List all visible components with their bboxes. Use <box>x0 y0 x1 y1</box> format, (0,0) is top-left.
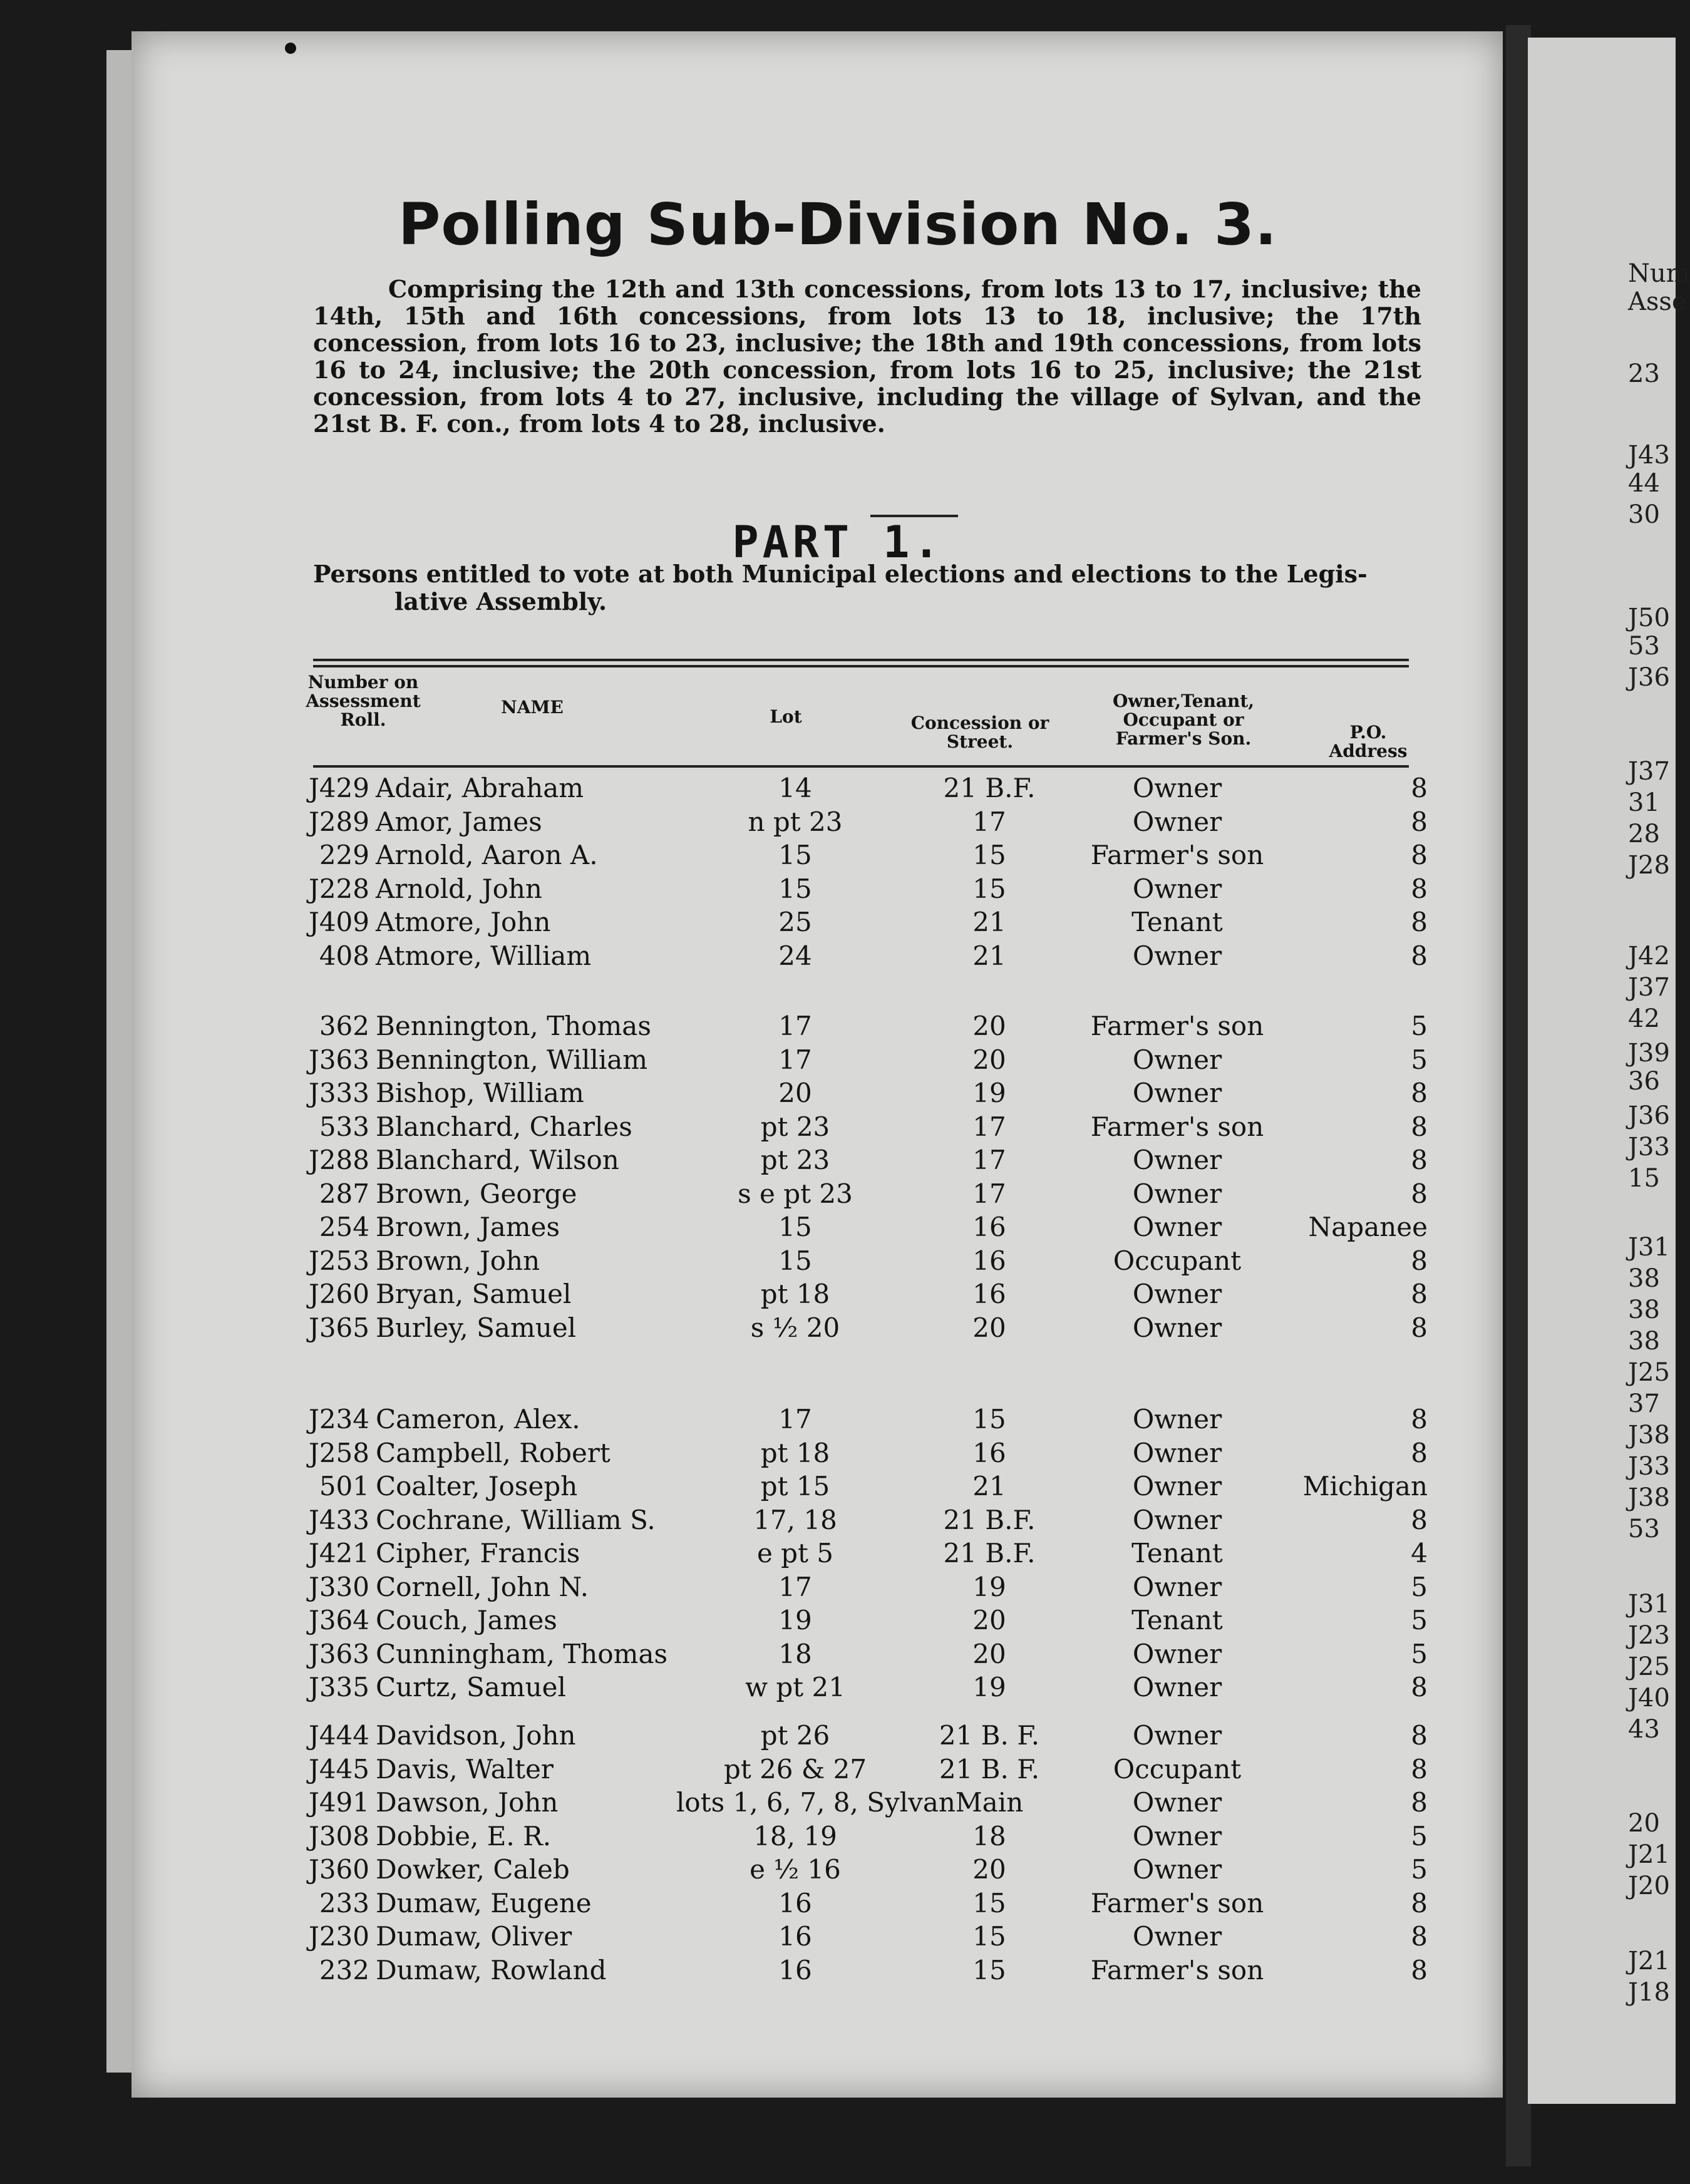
owner-status: Owner <box>1132 1787 1222 1818</box>
owner-status: Farmer's son <box>1090 840 1264 870</box>
lot-value: lots 1, 6, 7, 8, Sylvan <box>676 1787 956 1818</box>
facing-page-fragment: J33 <box>1628 1133 1670 1162</box>
voter-name: Bennington, William <box>376 1044 648 1075</box>
facing-page-fragment: J36 <box>1628 663 1670 692</box>
concession-value: 19 <box>972 1571 1006 1602</box>
facing-page-fragment: 31 <box>1628 788 1660 817</box>
lot-value: 17 <box>778 1404 812 1435</box>
owner-status: Owner <box>1132 1178 1222 1209</box>
voter-name: Coalter, Joseph <box>376 1471 578 1502</box>
header-owner: Owner,Tenant, Occupant or Farmer's Son. <box>1112 691 1255 749</box>
owner-status: Owner <box>1132 1279 1222 1309</box>
table-row <box>0 1920 1503 1954</box>
table-row <box>0 1719 1503 1753</box>
facing-page-fragment: Num <box>1628 259 1690 288</box>
concession-value: 20 <box>972 1605 1006 1635</box>
roll-number: J230 <box>308 1921 369 1952</box>
voter-name: Cunningham, Thomas <box>376 1638 668 1669</box>
po-address: 8 <box>1411 1404 1428 1435</box>
facing-page-fragment: 28 <box>1628 820 1660 848</box>
facing-page-fragment: 20 <box>1628 1809 1660 1838</box>
concession-value: 16 <box>972 1245 1006 1276</box>
roll-number: J444 <box>308 1720 369 1751</box>
voter-name: Cipher, Francis <box>376 1538 580 1568</box>
concession-value: 15 <box>972 873 1006 904</box>
roll-number: J491 <box>308 1787 369 1818</box>
voter-name: Burley, Samuel <box>376 1312 577 1343</box>
owner-status: Occupant <box>1113 1753 1242 1785</box>
table-row <box>0 1009 1503 1043</box>
voter-name: Davidson, John <box>376 1720 576 1751</box>
intro-paragraph: Comprising the 12th and 13th concessions, from lots 13 to 17, inclusive; the 14th, 15th and 16th concessions, from lots 13 to 18, inclusive; the 17th concession, from lots 16 to 23, inclusive; the 18th and 19th concessions, from lots 16 to 24, inclusive; the 20th concession, from lots 16 to 25, inclusive; the 21st concession, from lots 4 to 27, inclusive, including the village of Sylvan, and the 21st B. F. con., from lots 4 to 28, inclusive. <box>313 275 1421 438</box>
owner-status: Tenant <box>1131 1538 1223 1568</box>
table-row <box>0 1820 1503 1853</box>
lot-value: pt 18 <box>760 1279 830 1309</box>
po-address: 8 <box>1411 840 1428 870</box>
lot-value: 16 <box>778 1887 812 1919</box>
facing-page-fragment: J43 <box>1628 441 1670 470</box>
owner-status: Owner <box>1132 1921 1222 1952</box>
owner-status: Farmer's son <box>1090 1011 1264 1041</box>
facing-page-fragment: J23 <box>1628 1621 1670 1650</box>
facing-page-fragment: 37 <box>1628 1389 1660 1418</box>
table-row <box>0 1671 1503 1704</box>
table-row <box>0 872 1503 906</box>
po-address: 5 <box>1411 1605 1428 1635</box>
owner-status: Owner <box>1132 1720 1222 1751</box>
facing-page-fragment: 53 <box>1628 1515 1660 1543</box>
voter-name: Cochrane, William S. <box>376 1504 656 1535</box>
table-row <box>0 1637 1503 1671</box>
concession-value: 21 <box>972 907 1006 937</box>
roll-number: 233 <box>319 1887 369 1919</box>
facing-page-fragment: 43 <box>1628 1715 1660 1744</box>
table-row <box>0 1076 1503 1110</box>
table-row <box>0 1853 1503 1887</box>
roll-number: J308 <box>308 1820 369 1852</box>
owner-status: Owner <box>1132 1212 1222 1242</box>
lot-value: 16 <box>778 1921 812 1952</box>
facing-page-fragment: J50 <box>1628 604 1670 632</box>
po-address: 8 <box>1411 1504 1428 1535</box>
owner-status: Owner <box>1132 1078 1222 1108</box>
owner-status: Farmer's son <box>1090 1111 1264 1142</box>
roll-number: J409 <box>308 907 369 937</box>
voter-name: Arnold, Aaron A. <box>376 840 598 870</box>
voter-name: Davis, Walter <box>376 1753 554 1785</box>
owner-status: Owner <box>1132 1672 1222 1702</box>
roll-number: J335 <box>308 1672 369 1702</box>
po-address: Michigan <box>1302 1471 1428 1502</box>
facing-page-fragment: J31 <box>1628 1590 1670 1619</box>
owner-status: Owner <box>1132 1044 1222 1075</box>
header-roll: Number on Assessment Roll. <box>306 672 421 730</box>
concession-value: 15 <box>972 1887 1006 1919</box>
concession-value: 20 <box>972 1854 1006 1885</box>
concession-value: 21 B.F. <box>943 773 1036 803</box>
voter-name: Dawson, John <box>376 1787 559 1818</box>
owner-status: Owner <box>1132 940 1222 971</box>
table-row <box>0 1436 1503 1470</box>
facing-page-fragment: J28 <box>1628 851 1670 880</box>
roll-number: 232 <box>319 1954 369 1986</box>
po-address: 8 <box>1411 940 1428 971</box>
concession-value: 15 <box>972 1404 1006 1435</box>
roll-number: 362 <box>319 1011 369 1041</box>
owner-status: Owner <box>1132 1571 1222 1602</box>
facing-page-fragment: 44 <box>1628 469 1660 498</box>
table-row <box>0 1177 1503 1211</box>
facing-page-fragment: 38 <box>1628 1295 1660 1324</box>
voter-name: Brown, James <box>376 1212 560 1242</box>
facing-page-fragment: Asse <box>1628 287 1687 316</box>
po-address: 5 <box>1411 1011 1428 1041</box>
facing-page-fragment: 53 <box>1628 632 1660 661</box>
lot-value: pt 26 <box>760 1720 830 1751</box>
concession-value: 20 <box>972 1638 1006 1669</box>
concession-value: Main <box>955 1787 1024 1818</box>
facing-page-fragment: J25 <box>1628 1358 1670 1387</box>
lot-value: pt 23 <box>760 1145 830 1175</box>
owner-status: Owner <box>1132 1404 1222 1435</box>
voter-name: Bishop, William <box>376 1078 584 1108</box>
owner-status: Owner <box>1132 1312 1222 1343</box>
concession-value: 21 <box>972 1471 1006 1502</box>
po-address: 8 <box>1411 1954 1428 1986</box>
ink-dot <box>285 43 296 54</box>
voter-name: Cornell, John N. <box>376 1571 589 1602</box>
facing-page-fragment: 36 <box>1628 1067 1660 1096</box>
voter-name: Dobbie, E. R. <box>376 1820 552 1852</box>
voter-name: Dowker, Caleb <box>376 1854 570 1885</box>
po-address: 8 <box>1411 907 1428 937</box>
table-row <box>0 1143 1503 1177</box>
owner-status: Owner <box>1132 1638 1222 1669</box>
lot-value: s ½ 20 <box>750 1312 840 1343</box>
lot-value: 15 <box>778 840 812 870</box>
concession-value: 19 <box>972 1078 1006 1108</box>
owner-status: Owner <box>1132 1145 1222 1175</box>
table-top-rule-2 <box>313 665 1409 667</box>
facing-page-fragment: J21 <box>1628 1840 1670 1869</box>
po-address: 5 <box>1411 1820 1428 1852</box>
po-address: 8 <box>1411 1312 1428 1343</box>
roll-number: 287 <box>319 1178 369 1209</box>
voter-name: Blanchard, Charles <box>376 1111 632 1142</box>
book-gutter <box>1506 25 1531 2166</box>
owner-status: Owner <box>1132 1820 1222 1852</box>
lot-value: 25 <box>778 907 812 937</box>
facing-page-fragment: J31 <box>1628 1233 1670 1262</box>
po-address: 8 <box>1411 1279 1428 1309</box>
roll-number: J363 <box>308 1638 369 1669</box>
table-row <box>0 1954 1503 1987</box>
concession-value: 21 B.F. <box>943 1538 1036 1568</box>
table-row <box>0 1043 1503 1077</box>
roll-number: 501 <box>319 1471 369 1502</box>
facing-page-fragment: J20 <box>1628 1872 1670 1900</box>
voter-name: Adair, Abraham <box>376 773 584 803</box>
table-row <box>0 1277 1503 1311</box>
po-address: 8 <box>1411 806 1428 837</box>
roll-number: J234 <box>308 1404 369 1435</box>
facing-page-fragment: J37 <box>1628 973 1670 1002</box>
facing-page-fragment: J21 <box>1628 1947 1670 1975</box>
owner-status: Farmer's son <box>1090 1954 1264 1986</box>
table-row <box>0 1753 1503 1786</box>
po-address: 8 <box>1411 1672 1428 1702</box>
roll-number: J364 <box>308 1605 369 1635</box>
roll-number: J360 <box>308 1854 369 1885</box>
lot-value: 14 <box>778 773 812 803</box>
concession-value: 21 <box>972 940 1006 971</box>
table-row <box>0 1403 1503 1436</box>
concession-value: 20 <box>972 1044 1006 1075</box>
lot-value: e pt 5 <box>756 1538 834 1568</box>
voter-name: Couch, James <box>376 1605 557 1635</box>
facing-page-fragment: J38 <box>1628 1421 1670 1450</box>
owner-status: Occupant <box>1113 1245 1242 1276</box>
lot-value: 15 <box>778 873 812 904</box>
owner-status: Farmer's son <box>1090 1887 1264 1919</box>
roll-number: 533 <box>319 1111 369 1142</box>
owner-status: Owner <box>1132 873 1222 904</box>
roll-number: J445 <box>308 1753 369 1785</box>
part-title: PART 1. <box>732 517 944 568</box>
roll-number: J228 <box>308 873 369 904</box>
concession-value: 19 <box>972 1672 1006 1702</box>
table-top-rule <box>313 659 1409 661</box>
roll-number: J365 <box>308 1312 369 1343</box>
lot-value: 15 <box>778 1212 812 1242</box>
concession-value: 20 <box>972 1011 1006 1041</box>
owner-status: Tenant <box>1131 1605 1223 1635</box>
concession-value: 21 B. F. <box>939 1720 1040 1751</box>
table-row <box>0 805 1503 839</box>
owner-status: Owner <box>1132 1504 1222 1535</box>
roll-number: 254 <box>319 1212 369 1242</box>
facing-page-fragment: J38 <box>1628 1483 1670 1512</box>
concession-value: 16 <box>972 1279 1006 1309</box>
po-address: 8 <box>1411 1887 1428 1919</box>
part-description <box>313 560 1421 616</box>
lot-value: s e pt 23 <box>738 1178 853 1209</box>
table-row <box>0 1244 1503 1278</box>
po-address: 8 <box>1411 773 1428 803</box>
po-address: 8 <box>1411 1437 1428 1468</box>
owner-status: Owner <box>1132 1471 1222 1502</box>
owner-status: Owner <box>1132 1437 1222 1468</box>
table-row <box>0 771 1503 805</box>
lot-value: pt 15 <box>760 1471 830 1502</box>
table-row <box>0 1786 1503 1820</box>
lot-value: 17 <box>778 1011 812 1041</box>
roll-number: 408 <box>319 940 369 971</box>
roll-number: J260 <box>308 1279 369 1309</box>
table-row <box>0 1110 1503 1144</box>
lot-value: pt 26 & 27 <box>723 1753 867 1785</box>
voter-name: Campbell, Robert <box>376 1437 611 1468</box>
lot-value: w pt 21 <box>745 1672 845 1702</box>
facing-page-fragment: J33 <box>1628 1452 1670 1481</box>
voter-name: Bryan, Samuel <box>376 1279 572 1309</box>
lot-value: 18 <box>778 1638 812 1669</box>
table-row <box>0 1570 1503 1604</box>
page-title: Polling Sub-Division No. 3. <box>398 191 1277 258</box>
po-address: 8 <box>1411 1078 1428 1108</box>
po-address: 5 <box>1411 1044 1428 1075</box>
voter-name: Atmore, William <box>376 940 592 971</box>
roll-number: J288 <box>308 1145 369 1175</box>
voter-name: Atmore, John <box>376 907 551 937</box>
lot-value: n pt 23 <box>748 806 843 837</box>
table-row <box>0 1311 1503 1345</box>
part-description-line-2: lative Assembly. <box>394 587 607 616</box>
table-row <box>0 1503 1503 1537</box>
owner-status: Tenant <box>1131 907 1223 937</box>
header-lot: Lot <box>770 706 802 727</box>
voter-name: Dumaw, Rowland <box>376 1954 607 1986</box>
owner-status: Owner <box>1132 1854 1222 1885</box>
facing-page-fragment: 38 <box>1628 1327 1660 1356</box>
voter-name: Arnold, John <box>376 873 542 904</box>
table-row <box>0 838 1503 872</box>
voter-name: Blanchard, Wilson <box>376 1145 619 1175</box>
table-row <box>0 1604 1503 1637</box>
facing-page-fragment: 38 <box>1628 1264 1660 1293</box>
lot-value: 20 <box>778 1078 812 1108</box>
lot-value: e ½ 16 <box>750 1854 841 1885</box>
roll-number: J333 <box>308 1078 369 1108</box>
owner-status: Owner <box>1132 806 1222 837</box>
concession-value: 17 <box>972 1145 1006 1175</box>
header-name: NAME <box>501 697 564 718</box>
concession-value: 15 <box>972 1954 1006 1986</box>
concession-value: 20 <box>972 1312 1006 1343</box>
facing-page-fragment: J18 <box>1628 1978 1670 2007</box>
facing-page-fragment: 30 <box>1628 500 1660 529</box>
voter-name: Cameron, Alex. <box>376 1404 580 1435</box>
facing-page-fragment: J40 <box>1628 1684 1670 1713</box>
table-row <box>0 939 1503 973</box>
roll-number: J363 <box>308 1044 369 1075</box>
po-address: 8 <box>1411 1111 1428 1142</box>
lot-value: 24 <box>778 940 812 971</box>
lot-value: 17 <box>778 1571 812 1602</box>
roll-number: J433 <box>308 1504 369 1535</box>
facing-page-fragment: J39 <box>1628 1039 1670 1068</box>
roll-number: 229 <box>319 840 369 870</box>
lot-value: pt 18 <box>760 1437 830 1468</box>
lot-value: 15 <box>778 1245 812 1276</box>
facing-page-fragment: 42 <box>1628 1004 1660 1033</box>
po-address: 5 <box>1411 1571 1428 1602</box>
concession-value: 16 <box>972 1212 1006 1242</box>
table-header-rule <box>313 765 1409 768</box>
lot-value: 19 <box>778 1605 812 1635</box>
concession-value: 21 B.F. <box>943 1504 1036 1535</box>
facing-page-fragment: J42 <box>1628 942 1670 971</box>
part-description-line-1: Persons entitled to vote at both Municipal elections and elections to the Legis- <box>313 560 1368 588</box>
concession-value: 17 <box>972 1178 1006 1209</box>
roll-number: J289 <box>308 806 369 837</box>
po-address: 8 <box>1411 1178 1428 1209</box>
header-po: P.O. Address <box>1329 722 1408 761</box>
concession-value: 21 B. F. <box>939 1753 1040 1785</box>
po-address: 8 <box>1411 1145 1428 1175</box>
po-address: 8 <box>1411 1787 1428 1818</box>
lot-value: 17 <box>778 1044 812 1075</box>
table-row <box>0 1210 1503 1244</box>
po-address: 8 <box>1411 1720 1428 1751</box>
header-concession: Concession or Street. <box>910 713 1049 752</box>
po-address: 8 <box>1411 1245 1428 1276</box>
po-address: 5 <box>1411 1638 1428 1669</box>
concession-value: 17 <box>972 806 1006 837</box>
roll-number: J330 <box>308 1571 369 1602</box>
roll-number: J253 <box>308 1245 369 1276</box>
facing-page-fragment: J37 <box>1628 757 1670 786</box>
concession-value: 15 <box>972 1921 1006 1952</box>
table-row <box>0 905 1503 939</box>
po-address: 8 <box>1411 1921 1428 1952</box>
po-address: 4 <box>1411 1538 1428 1568</box>
lot-value: 18, 19 <box>753 1820 837 1852</box>
facing-page-fragment: 23 <box>1628 359 1660 388</box>
po-address: 8 <box>1411 873 1428 904</box>
voter-name: Dumaw, Eugene <box>376 1887 592 1919</box>
voter-name: Curtz, Samuel <box>376 1672 566 1702</box>
po-address: 5 <box>1411 1854 1428 1885</box>
lot-value: 17, 18 <box>753 1504 837 1535</box>
facing-page-fragment: 15 <box>1628 1164 1660 1193</box>
table-row <box>0 1470 1503 1503</box>
table-row <box>0 1537 1503 1570</box>
po-address: Napanee <box>1308 1212 1428 1242</box>
concession-value: 17 <box>972 1111 1006 1142</box>
voter-name: Brown, George <box>376 1178 577 1209</box>
po-address: 8 <box>1411 1753 1428 1785</box>
lot-value: pt 23 <box>760 1111 830 1142</box>
concession-value: 16 <box>972 1437 1006 1468</box>
lot-value: 16 <box>778 1954 812 1986</box>
concession-value: 18 <box>972 1820 1006 1852</box>
voter-name: Brown, John <box>376 1245 540 1276</box>
voter-name: Bennington, Thomas <box>376 1011 651 1041</box>
concession-value: 15 <box>972 840 1006 870</box>
roll-number: J429 <box>308 773 369 803</box>
table-row <box>0 1887 1503 1920</box>
facing-page-fragment: J36 <box>1628 1101 1670 1130</box>
owner-status: Owner <box>1132 773 1222 803</box>
roll-number: J258 <box>308 1437 369 1468</box>
voter-name: Dumaw, Oliver <box>376 1921 572 1952</box>
roll-number: J421 <box>308 1538 369 1568</box>
facing-page-fragment: J25 <box>1628 1652 1670 1681</box>
voter-name: Amor, James <box>376 806 542 837</box>
